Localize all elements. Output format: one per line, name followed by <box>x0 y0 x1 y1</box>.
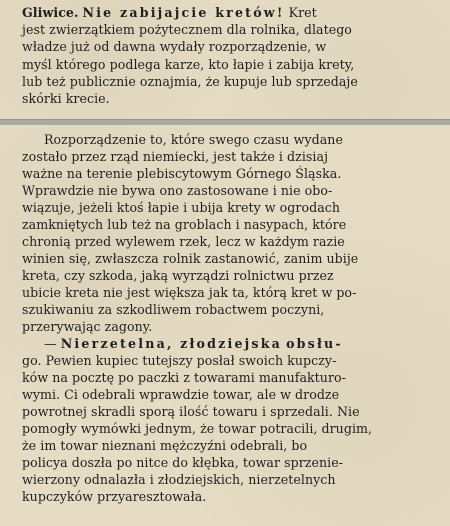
top-newspaper-clipping <box>0 0 450 120</box>
article-text-line: myśl którego podlega karze, kto łapie i zabija krety, <box>22 56 355 72</box>
article-text-line: jest zwierzątkiem pożytecznem dla rolnika, dlatego <box>22 22 352 38</box>
article-text-line: zostało przez rząd niemiecki, jest także i dzisiaj <box>22 149 329 164</box>
article-text-line: przerywając zagony. <box>22 319 153 334</box>
article-text-line: wymi. Ci odebrali wprawdzie towar, ale w drodze <box>22 387 340 402</box>
paragraph-headline: Nierzetelna, złodziejska <box>60 336 282 351</box>
article-text-line: ważne na terenie plebiscytowym Górnego Śląska. <box>22 166 342 181</box>
article-text-line: policya doszła po nitce do kłębka, towar sprzenie- <box>22 455 344 470</box>
article-text-line: władze już od dawna wydały rozporządzenie, w <box>22 39 327 55</box>
article-text-line: kupczyków przyaresztowała. <box>22 489 207 504</box>
paragraph-headline-line <box>22 335 440 352</box>
article-text-line: zamkniętych lub też na groblach i nasypach, które <box>22 217 347 232</box>
article-text-line: lub też publicznie oznajmia, że kupuje lub sprzedaje <box>22 73 358 89</box>
article-text-line: ubicie kreta nie jest większa jak ta, którą kret w po- <box>22 285 357 300</box>
article-text-line: wiązuje, jeżeli ktoś łapie i ubija krety w ogrodach <box>22 200 341 215</box>
location-label: Gliwice. <box>22 5 79 20</box>
headline-line-rest: Kret <box>288 5 317 20</box>
article-text-line: wierzony odnalazła i złodziejskich, nierzetelnych <box>22 472 336 487</box>
article-text-line: chronią przed wylewem rzek, lecz w każdym razie <box>22 234 345 249</box>
article-text-line: Rozporządzenie to, które swego czasu wydane <box>44 132 343 147</box>
lead-dash: — <box>44 336 61 351</box>
article-text-line: pomogły wymówki jednym, że towar potracili, drugim, <box>22 421 373 436</box>
article-headline: Nie zabijajcie kretów! <box>82 5 285 20</box>
article-text-line: kreta, czy szkoda, jaką wyrządzi rolnictwu przez <box>22 268 334 283</box>
article-text-line: ków na pocztę po paczki z towarami manufakturo- <box>22 370 346 385</box>
paragraph-headline-rest: obsłu- <box>286 336 343 351</box>
article-text-line: skórki krecie. <box>22 91 110 107</box>
article-text-line: że im towar nieznani mężczyźni odebrali, bo <box>22 438 308 453</box>
article-text-line: powrotnej skradli sporą ilość towaru i sprzedali. Nie <box>22 404 360 419</box>
article-text-line: go. Pewien kupiec tutejszy posłał swoich kupczy- <box>22 353 337 368</box>
bottom-newspaper-clipping <box>0 125 450 526</box>
article-text-line: Wprawdzie nie bywa ono zastosowane i nie obo- <box>22 183 333 198</box>
article-text-line: winien się, zwłaszcza rolnik zastanowić, zanim ubije <box>22 251 359 266</box>
article-text-line: szukiwaniu za szkodliwem robactwem poczyni, <box>22 302 325 317</box>
clipping-headline-line <box>22 4 440 21</box>
